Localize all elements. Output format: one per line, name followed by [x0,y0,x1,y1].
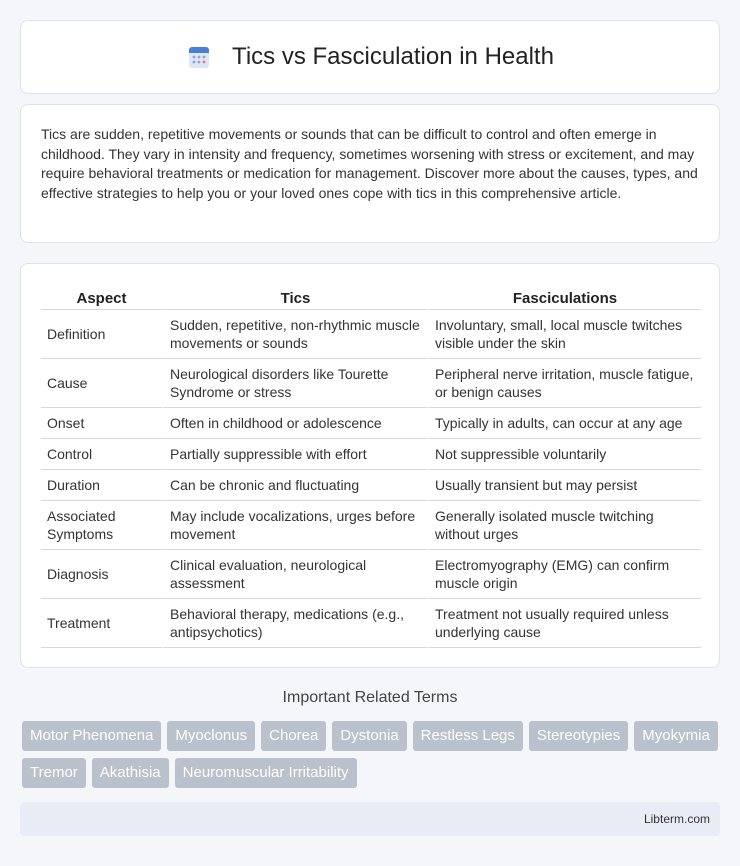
table-row [41,439,701,470]
table-cell: Not suppressible voluntarily [427,439,701,470]
comparison-card [20,263,720,668]
table-row [41,470,701,501]
table-cell: Diagnosis [41,550,162,599]
table-cell: Definition [41,310,162,359]
table-cell: Cause [41,359,162,408]
footer [20,802,720,836]
column-header: Fasciculations [427,284,701,310]
related-term-tag[interactable]: Akathisia [92,758,169,788]
table-row [41,599,701,648]
table-header-row [41,284,701,310]
table-cell: Typically in adults, can occur at any age [427,408,701,439]
table-row [41,359,701,408]
table-row [41,501,701,550]
table-cell: Control [41,439,162,470]
table-row [41,408,701,439]
table-cell: Sudden, repetitive, non-rhythmic muscle movements or sounds [162,310,427,359]
table-cell: Clinical evaluation, neurological assessment [162,550,427,599]
table-cell: Can be chronic and fluctuating [162,470,427,501]
related-term-tag[interactable]: Motor Phenomena [22,721,161,751]
column-header: Tics [162,284,427,310]
table-cell: Partially suppressible with effort [162,439,427,470]
table-cell: Peripheral nerve irritation, muscle fatigue, or benign causes [427,359,701,408]
table-cell: Neurological disorders like Tourette Syndrome or stress [162,359,427,408]
related-term-tag[interactable]: Tremor [22,758,86,788]
column-header: Aspect [41,284,162,310]
table-row [41,310,701,359]
related-term-tag[interactable]: Stereotypies [529,721,628,751]
table-cell: Electromyography (EMG) can confirm muscle origin [427,550,701,599]
table-cell: Onset [41,408,162,439]
table-cell: Treatment not usually required unless underlying cause [427,599,701,648]
table-cell: Involuntary, small, local muscle twitches visible under the skin [427,310,701,359]
table-cell: Often in childhood or adolescence [162,408,427,439]
related-term-tag[interactable]: Neuromuscular Irritability [175,758,357,788]
comparison-table [41,284,701,648]
related-term-tag[interactable]: Chorea [261,721,326,751]
related-term-tag[interactable]: Myoclonus [167,721,255,751]
related-term-tag[interactable]: Dystonia [332,721,406,751]
footer-site-link[interactable]: Libterm.com [643,812,710,826]
table-cell: Duration [41,470,162,501]
table-cell: May include vocalizations, urges before movement [162,501,427,550]
related-terms-title: Important Related Terms [282,689,458,706]
table-cell: Behavioral therapy, medications (e.g., antipsychotics) [162,599,427,648]
intro-text: Tics are sudden, repetitive movements or sounds that can be difficult to control and often emerge in childhood. They vary in intensity and frequency, sometimes worsening with stress or excitement, and may require behavioral treatments or medication for management. Discover more about the causes, types, and effective strategies to help you or your loved ones cope with tics in this comprehensive article. [41,126,698,201]
table-cell: Generally isolated muscle twitching without urges [427,501,701,550]
document-icon [186,44,212,70]
page-title: Tics vs Fasciculation in Health [232,43,554,70]
table-cell: Treatment [41,599,162,648]
related-term-tag[interactable]: Restless Legs [413,721,523,751]
table-row [41,550,701,599]
header-card [20,20,720,94]
table-cell: Usually transient but may persist [427,470,701,501]
table-cell: Associated Symptoms [41,501,162,550]
related-term-tag[interactable]: Myokymia [634,721,718,751]
related-terms-list [22,721,722,788]
intro-card [20,104,720,243]
